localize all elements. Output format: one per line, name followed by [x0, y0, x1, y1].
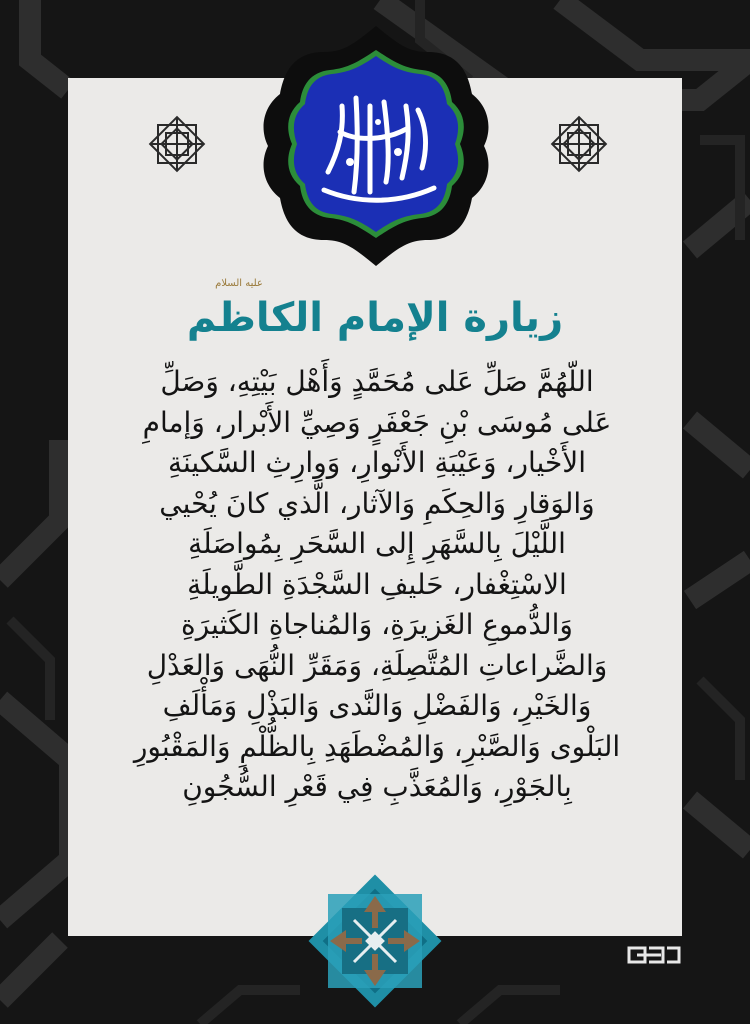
prayer-line: عَلى مُوسَى بْنِ جَعْفَرٍ وَصِيِّ الأَبْرار، وَإمامِ: [142, 405, 612, 439]
prayer-line: وَالوَقارِ وَالحِكَمِ وَالآثار، الَّذي كانَ يُحْيي: [159, 486, 595, 520]
geometric-star-icon: [146, 113, 208, 175]
prayer-line: البَلْوى وَالصَّبْرِ، وَالمُضْطَهَدِ بِالظُّلْمِ وَالمَقْبُورِ: [133, 729, 621, 763]
page-title: زيارة الإمام الكاظم: [186, 295, 564, 341]
calligraphy-medallion-icon: [258, 22, 494, 270]
prayer-text: [92, 362, 662, 808]
geometric-star-icon: [548, 113, 610, 175]
prayer-line: اللَّيْلَ بِالسَّهَرِ إِلى السَّحَرِ بِمُواصَلَةِ: [188, 527, 566, 560]
prayer-line: وَالضَّراعاتِ المُتَّصِلَةِ، وَمَقَرِّ النُّهَى وَالعَدْلِ: [146, 648, 608, 682]
brand-logo-icon: [625, 942, 683, 968]
prayer-line: الأَخْيار، وَعَيْبَةِ الأَنْوارِ، وَوارِثِ السَّكينَةِ: [167, 446, 587, 479]
prayer-line: الاسْتِغْفار، حَليفِ السَّجْدَةِ الطَّويلَةِ: [187, 567, 567, 601]
title-honorific: عليه السلام: [215, 278, 263, 289]
prayer-line: وَالدُّموعِ الغَزيرَةِ، وَالمُناجاةِ الكَثيرَةِ: [181, 608, 573, 641]
geometric-star-ornament-icon: [306, 872, 444, 1010]
prayer-line: اللّهُمَّ صَلِّ عَلى مُحَمَّدٍ وَأَهْل بَيْتِهِ، وَصَلِّ: [160, 365, 594, 398]
prayer-line: وَالخَيْرِ، وَالفَضْلِ وَالنَّدى وَالبَذْلِ وَمَأْلَفِ: [162, 689, 592, 722]
prayer-line: بِالجَوْرِ، وَالمُعَذَّبِ فِي قَعْرِ السُّجُونِ: [182, 770, 572, 803]
